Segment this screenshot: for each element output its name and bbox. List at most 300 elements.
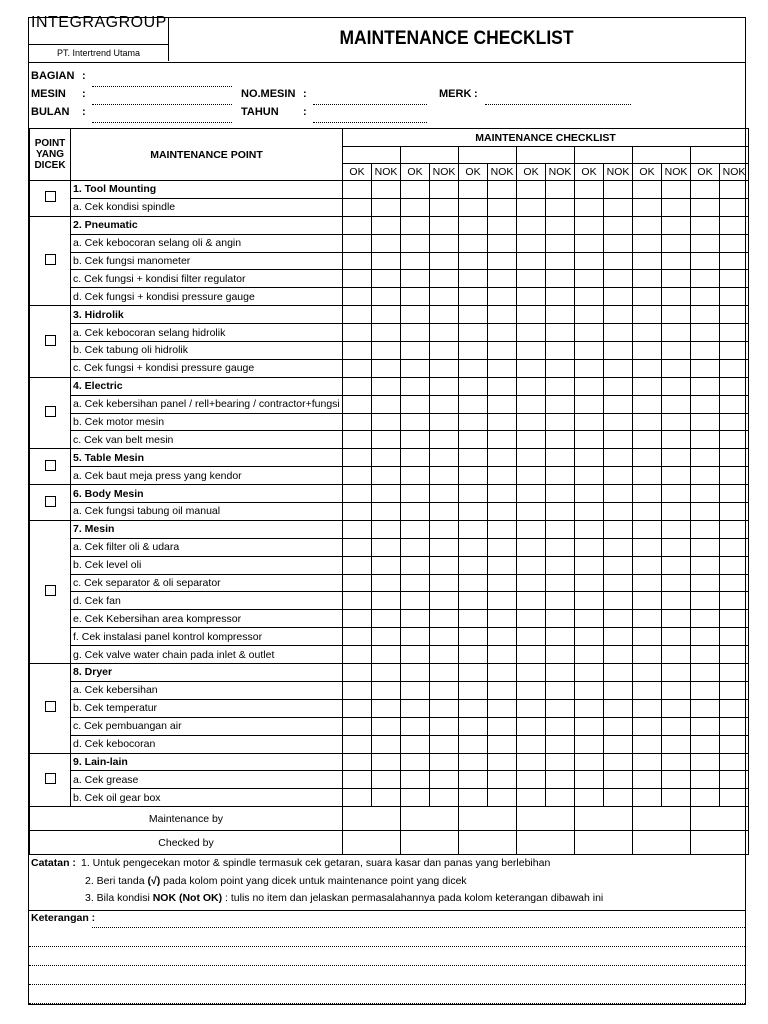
- period-header[interactable]: [343, 147, 401, 164]
- ok-cell[interactable]: [343, 234, 372, 252]
- ok-cell[interactable]: [401, 181, 430, 199]
- ok-cell[interactable]: [517, 288, 546, 306]
- nok-cell[interactable]: [372, 556, 401, 574]
- nok-cell[interactable]: [662, 198, 691, 216]
- ok-cell[interactable]: [401, 252, 430, 270]
- ok-cell[interactable]: [691, 538, 720, 556]
- nok-cell[interactable]: [372, 395, 401, 413]
- ok-cell[interactable]: [691, 252, 720, 270]
- period-header[interactable]: [633, 147, 691, 164]
- ok-cell[interactable]: [633, 735, 662, 753]
- nok-cell[interactable]: [430, 377, 459, 395]
- nok-cell[interactable]: [372, 485, 401, 503]
- nok-cell[interactable]: [372, 342, 401, 360]
- nok-cell[interactable]: [430, 664, 459, 682]
- ok-cell[interactable]: [401, 628, 430, 646]
- point-checkbox-cell[interactable]: [30, 664, 71, 753]
- ok-cell[interactable]: [459, 234, 488, 252]
- merk-field[interactable]: [485, 104, 631, 105]
- nok-cell[interactable]: [546, 306, 575, 324]
- nok-cell[interactable]: [430, 503, 459, 521]
- ok-cell[interactable]: [575, 359, 604, 377]
- nok-cell[interactable]: [662, 467, 691, 485]
- nok-cell[interactable]: [372, 198, 401, 216]
- ok-cell[interactable]: [691, 359, 720, 377]
- ok-cell[interactable]: [691, 556, 720, 574]
- nok-cell[interactable]: [430, 681, 459, 699]
- ok-cell[interactable]: [517, 592, 546, 610]
- nok-cell[interactable]: [372, 377, 401, 395]
- checkbox-icon[interactable]: [45, 406, 56, 417]
- nok-cell[interactable]: [720, 431, 749, 449]
- bulan-field[interactable]: [92, 122, 232, 123]
- ok-cell[interactable]: [575, 771, 604, 789]
- ok-cell[interactable]: [633, 234, 662, 252]
- ok-cell[interactable]: [517, 377, 546, 395]
- nok-cell[interactable]: [372, 359, 401, 377]
- ok-cell[interactable]: [401, 449, 430, 467]
- ok-cell[interactable]: [633, 717, 662, 735]
- ok-cell[interactable]: [343, 771, 372, 789]
- nok-cell[interactable]: [662, 753, 691, 771]
- ok-cell[interactable]: [691, 431, 720, 449]
- nok-cell[interactable]: [662, 342, 691, 360]
- ok-cell[interactable]: [459, 216, 488, 234]
- nok-cell[interactable]: [662, 288, 691, 306]
- ok-cell[interactable]: [633, 592, 662, 610]
- nok-cell[interactable]: [430, 234, 459, 252]
- nok-cell[interactable]: [430, 592, 459, 610]
- bagian-field[interactable]: [92, 86, 232, 87]
- ok-cell[interactable]: [459, 288, 488, 306]
- ok-cell[interactable]: [691, 288, 720, 306]
- ok-cell[interactable]: [401, 216, 430, 234]
- ok-cell[interactable]: [459, 664, 488, 682]
- nok-cell[interactable]: [546, 538, 575, 556]
- nok-cell[interactable]: [488, 664, 517, 682]
- checkbox-icon[interactable]: [45, 773, 56, 784]
- nok-cell[interactable]: [372, 592, 401, 610]
- ok-cell[interactable]: [517, 574, 546, 592]
- nok-cell[interactable]: [546, 664, 575, 682]
- ok-cell[interactable]: [633, 252, 662, 270]
- nok-cell[interactable]: [488, 359, 517, 377]
- ok-cell[interactable]: [343, 467, 372, 485]
- nok-cell[interactable]: [488, 592, 517, 610]
- nok-cell[interactable]: [488, 288, 517, 306]
- period-header[interactable]: [459, 147, 517, 164]
- nok-cell[interactable]: [720, 198, 749, 216]
- ok-cell[interactable]: [633, 574, 662, 592]
- ok-cell[interactable]: [517, 234, 546, 252]
- point-checkbox-cell[interactable]: [30, 181, 71, 217]
- keterangan-line-4[interactable]: [29, 984, 745, 985]
- ok-cell[interactable]: [517, 699, 546, 717]
- nok-cell[interactable]: [430, 181, 459, 199]
- ok-cell[interactable]: [575, 592, 604, 610]
- ok-cell[interactable]: [575, 252, 604, 270]
- ok-cell[interactable]: [633, 789, 662, 807]
- ok-cell[interactable]: [459, 538, 488, 556]
- ok-cell[interactable]: [401, 359, 430, 377]
- ok-cell[interactable]: [343, 592, 372, 610]
- nok-cell[interactable]: [604, 342, 633, 360]
- nok-cell[interactable]: [430, 771, 459, 789]
- nok-cell[interactable]: [488, 234, 517, 252]
- nok-cell[interactable]: [720, 717, 749, 735]
- nok-cell[interactable]: [488, 449, 517, 467]
- ok-cell[interactable]: [633, 664, 662, 682]
- ok-cell[interactable]: [517, 681, 546, 699]
- ok-cell[interactable]: [517, 342, 546, 360]
- nok-cell[interactable]: [604, 699, 633, 717]
- ok-cell[interactable]: [517, 324, 546, 342]
- checkbox-icon[interactable]: [45, 496, 56, 507]
- nok-cell[interactable]: [546, 610, 575, 628]
- keterangan-line-2[interactable]: [29, 946, 745, 947]
- ok-cell[interactable]: [459, 520, 488, 538]
- ok-cell[interactable]: [575, 395, 604, 413]
- ok-cell[interactable]: [691, 270, 720, 288]
- nok-cell[interactable]: [372, 181, 401, 199]
- nok-cell[interactable]: [372, 699, 401, 717]
- signature-cell[interactable]: [575, 807, 633, 831]
- nok-cell[interactable]: [604, 467, 633, 485]
- ok-cell[interactable]: [343, 574, 372, 592]
- nok-cell[interactable]: [372, 520, 401, 538]
- nok-cell[interactable]: [604, 395, 633, 413]
- nok-cell[interactable]: [720, 735, 749, 753]
- ok-cell[interactable]: [691, 789, 720, 807]
- tahun-field[interactable]: [313, 122, 427, 123]
- ok-cell[interactable]: [517, 538, 546, 556]
- nok-cell[interactable]: [662, 789, 691, 807]
- ok-cell[interactable]: [459, 735, 488, 753]
- point-checkbox-cell[interactable]: [30, 449, 71, 485]
- ok-cell[interactable]: [459, 771, 488, 789]
- nok-cell[interactable]: [662, 449, 691, 467]
- ok-cell[interactable]: [343, 342, 372, 360]
- signature-cell[interactable]: [691, 807, 749, 831]
- ok-cell[interactable]: [691, 699, 720, 717]
- nok-cell[interactable]: [546, 520, 575, 538]
- ok-cell[interactable]: [575, 324, 604, 342]
- nok-cell[interactable]: [546, 359, 575, 377]
- ok-cell[interactable]: [459, 270, 488, 288]
- nok-cell[interactable]: [546, 288, 575, 306]
- ok-cell[interactable]: [517, 771, 546, 789]
- ok-cell[interactable]: [575, 646, 604, 664]
- nok-cell[interactable]: [604, 485, 633, 503]
- nok-cell[interactable]: [604, 717, 633, 735]
- nok-cell[interactable]: [488, 431, 517, 449]
- nok-cell[interactable]: [488, 789, 517, 807]
- ok-cell[interactable]: [401, 306, 430, 324]
- nok-cell[interactable]: [430, 574, 459, 592]
- nok-cell[interactable]: [488, 467, 517, 485]
- ok-cell[interactable]: [459, 413, 488, 431]
- nok-cell[interactable]: [546, 717, 575, 735]
- ok-cell[interactable]: [575, 234, 604, 252]
- ok-cell[interactable]: [343, 288, 372, 306]
- ok-cell[interactable]: [691, 771, 720, 789]
- nok-cell[interactable]: [546, 181, 575, 199]
- signature-cell[interactable]: [459, 831, 517, 855]
- ok-cell[interactable]: [459, 753, 488, 771]
- ok-cell[interactable]: [575, 449, 604, 467]
- ok-cell[interactable]: [459, 395, 488, 413]
- nok-cell[interactable]: [546, 324, 575, 342]
- no-mesin-field[interactable]: [313, 104, 427, 105]
- signature-cell[interactable]: [343, 831, 401, 855]
- nok-cell[interactable]: [546, 485, 575, 503]
- nok-cell[interactable]: [604, 753, 633, 771]
- nok-cell[interactable]: [604, 664, 633, 682]
- nok-cell[interactable]: [546, 574, 575, 592]
- nok-cell[interactable]: [488, 270, 517, 288]
- ok-cell[interactable]: [575, 574, 604, 592]
- nok-cell[interactable]: [546, 198, 575, 216]
- nok-cell[interactable]: [720, 681, 749, 699]
- ok-cell[interactable]: [401, 771, 430, 789]
- ok-cell[interactable]: [343, 449, 372, 467]
- nok-cell[interactable]: [430, 538, 459, 556]
- nok-cell[interactable]: [430, 395, 459, 413]
- ok-cell[interactable]: [343, 735, 372, 753]
- ok-cell[interactable]: [343, 485, 372, 503]
- nok-cell[interactable]: [604, 503, 633, 521]
- ok-cell[interactable]: [633, 288, 662, 306]
- nok-cell[interactable]: [720, 628, 749, 646]
- ok-cell[interactable]: [343, 664, 372, 682]
- nok-cell[interactable]: [372, 753, 401, 771]
- nok-cell[interactable]: [430, 252, 459, 270]
- ok-cell[interactable]: [343, 252, 372, 270]
- nok-cell[interactable]: [720, 753, 749, 771]
- ok-cell[interactable]: [401, 395, 430, 413]
- nok-cell[interactable]: [372, 717, 401, 735]
- nok-cell[interactable]: [662, 324, 691, 342]
- nok-cell[interactable]: [430, 753, 459, 771]
- ok-cell[interactable]: [575, 270, 604, 288]
- nok-cell[interactable]: [488, 538, 517, 556]
- nok-cell[interactable]: [720, 520, 749, 538]
- ok-cell[interactable]: [633, 467, 662, 485]
- nok-cell[interactable]: [372, 538, 401, 556]
- ok-cell[interactable]: [459, 431, 488, 449]
- nok-cell[interactable]: [604, 610, 633, 628]
- ok-cell[interactable]: [691, 574, 720, 592]
- nok-cell[interactable]: [430, 306, 459, 324]
- nok-cell[interactable]: [488, 306, 517, 324]
- ok-cell[interactable]: [401, 198, 430, 216]
- ok-cell[interactable]: [633, 681, 662, 699]
- nok-cell[interactable]: [372, 681, 401, 699]
- ok-cell[interactable]: [691, 413, 720, 431]
- nok-cell[interactable]: [430, 789, 459, 807]
- ok-cell[interactable]: [401, 288, 430, 306]
- ok-cell[interactable]: [691, 735, 720, 753]
- ok-cell[interactable]: [343, 198, 372, 216]
- nok-cell[interactable]: [604, 270, 633, 288]
- nok-cell[interactable]: [604, 288, 633, 306]
- nok-cell[interactable]: [662, 664, 691, 682]
- ok-cell[interactable]: [575, 198, 604, 216]
- nok-cell[interactable]: [720, 789, 749, 807]
- nok-cell[interactable]: [604, 538, 633, 556]
- checkbox-icon[interactable]: [45, 585, 56, 596]
- nok-cell[interactable]: [662, 181, 691, 199]
- ok-cell[interactable]: [633, 538, 662, 556]
- nok-cell[interactable]: [488, 735, 517, 753]
- nok-cell[interactable]: [662, 413, 691, 431]
- nok-cell[interactable]: [372, 628, 401, 646]
- ok-cell[interactable]: [517, 181, 546, 199]
- ok-cell[interactable]: [459, 342, 488, 360]
- nok-cell[interactable]: [662, 216, 691, 234]
- ok-cell[interactable]: [459, 181, 488, 199]
- ok-cell[interactable]: [401, 556, 430, 574]
- nok-cell[interactable]: [372, 431, 401, 449]
- ok-cell[interactable]: [401, 664, 430, 682]
- nok-cell[interactable]: [488, 646, 517, 664]
- nok-cell[interactable]: [546, 681, 575, 699]
- ok-cell[interactable]: [575, 681, 604, 699]
- ok-cell[interactable]: [401, 753, 430, 771]
- ok-cell[interactable]: [517, 216, 546, 234]
- ok-cell[interactable]: [691, 377, 720, 395]
- ok-cell[interactable]: [517, 431, 546, 449]
- ok-cell[interactable]: [343, 646, 372, 664]
- ok-cell[interactable]: [517, 395, 546, 413]
- ok-cell[interactable]: [575, 485, 604, 503]
- ok-cell[interactable]: [459, 556, 488, 574]
- ok-cell[interactable]: [459, 628, 488, 646]
- nok-cell[interactable]: [662, 520, 691, 538]
- nok-cell[interactable]: [488, 198, 517, 216]
- nok-cell[interactable]: [720, 359, 749, 377]
- ok-cell[interactable]: [401, 699, 430, 717]
- nok-cell[interactable]: [372, 449, 401, 467]
- ok-cell[interactable]: [575, 735, 604, 753]
- point-checkbox-cell[interactable]: [30, 485, 71, 521]
- point-checkbox-cell[interactable]: [30, 520, 71, 663]
- nok-cell[interactable]: [488, 628, 517, 646]
- nok-cell[interactable]: [604, 306, 633, 324]
- ok-cell[interactable]: [343, 628, 372, 646]
- ok-cell[interactable]: [517, 610, 546, 628]
- period-header[interactable]: [575, 147, 633, 164]
- nok-cell[interactable]: [546, 449, 575, 467]
- ok-cell[interactable]: [575, 753, 604, 771]
- nok-cell[interactable]: [662, 681, 691, 699]
- nok-cell[interactable]: [662, 717, 691, 735]
- nok-cell[interactable]: [720, 395, 749, 413]
- ok-cell[interactable]: [575, 467, 604, 485]
- nok-cell[interactable]: [720, 342, 749, 360]
- ok-cell[interactable]: [691, 681, 720, 699]
- nok-cell[interactable]: [720, 216, 749, 234]
- nok-cell[interactable]: [430, 288, 459, 306]
- nok-cell[interactable]: [604, 556, 633, 574]
- ok-cell[interactable]: [401, 592, 430, 610]
- ok-cell[interactable]: [401, 377, 430, 395]
- nok-cell[interactable]: [430, 628, 459, 646]
- ok-cell[interactable]: [575, 699, 604, 717]
- ok-cell[interactable]: [401, 538, 430, 556]
- ok-cell[interactable]: [401, 681, 430, 699]
- period-header[interactable]: [401, 147, 459, 164]
- ok-cell[interactable]: [459, 610, 488, 628]
- ok-cell[interactable]: [401, 324, 430, 342]
- nok-cell[interactable]: [546, 270, 575, 288]
- ok-cell[interactable]: [691, 485, 720, 503]
- ok-cell[interactable]: [401, 503, 430, 521]
- ok-cell[interactable]: [691, 306, 720, 324]
- nok-cell[interactable]: [662, 431, 691, 449]
- signature-cell[interactable]: [517, 807, 575, 831]
- ok-cell[interactable]: [401, 574, 430, 592]
- nok-cell[interactable]: [604, 198, 633, 216]
- nok-cell[interactable]: [430, 324, 459, 342]
- ok-cell[interactable]: [575, 520, 604, 538]
- ok-cell[interactable]: [459, 574, 488, 592]
- ok-cell[interactable]: [517, 520, 546, 538]
- nok-cell[interactable]: [546, 342, 575, 360]
- nok-cell[interactable]: [604, 735, 633, 753]
- nok-cell[interactable]: [604, 252, 633, 270]
- ok-cell[interactable]: [343, 413, 372, 431]
- ok-cell[interactable]: [343, 181, 372, 199]
- nok-cell[interactable]: [604, 681, 633, 699]
- nok-cell[interactable]: [430, 216, 459, 234]
- nok-cell[interactable]: [720, 288, 749, 306]
- nok-cell[interactable]: [662, 610, 691, 628]
- nok-cell[interactable]: [546, 467, 575, 485]
- nok-cell[interactable]: [372, 413, 401, 431]
- nok-cell[interactable]: [430, 413, 459, 431]
- nok-cell[interactable]: [488, 753, 517, 771]
- ok-cell[interactable]: [343, 359, 372, 377]
- nok-cell[interactable]: [662, 377, 691, 395]
- ok-cell[interactable]: [459, 324, 488, 342]
- ok-cell[interactable]: [633, 431, 662, 449]
- nok-cell[interactable]: [430, 520, 459, 538]
- nok-cell[interactable]: [546, 735, 575, 753]
- signature-cell[interactable]: [575, 831, 633, 855]
- nok-cell[interactable]: [604, 413, 633, 431]
- nok-cell[interactable]: [720, 771, 749, 789]
- ok-cell[interactable]: [691, 592, 720, 610]
- ok-cell[interactable]: [517, 753, 546, 771]
- nok-cell[interactable]: [372, 574, 401, 592]
- nok-cell[interactable]: [662, 252, 691, 270]
- nok-cell[interactable]: [372, 306, 401, 324]
- nok-cell[interactable]: [720, 485, 749, 503]
- ok-cell[interactable]: [575, 717, 604, 735]
- ok-cell[interactable]: [343, 395, 372, 413]
- nok-cell[interactable]: [372, 467, 401, 485]
- nok-cell[interactable]: [720, 306, 749, 324]
- ok-cell[interactable]: [633, 395, 662, 413]
- ok-cell[interactable]: [343, 270, 372, 288]
- checkbox-icon[interactable]: [45, 191, 56, 202]
- ok-cell[interactable]: [459, 681, 488, 699]
- ok-cell[interactable]: [459, 789, 488, 807]
- nok-cell[interactable]: [604, 574, 633, 592]
- nok-cell[interactable]: [720, 252, 749, 270]
- nok-cell[interactable]: [604, 216, 633, 234]
